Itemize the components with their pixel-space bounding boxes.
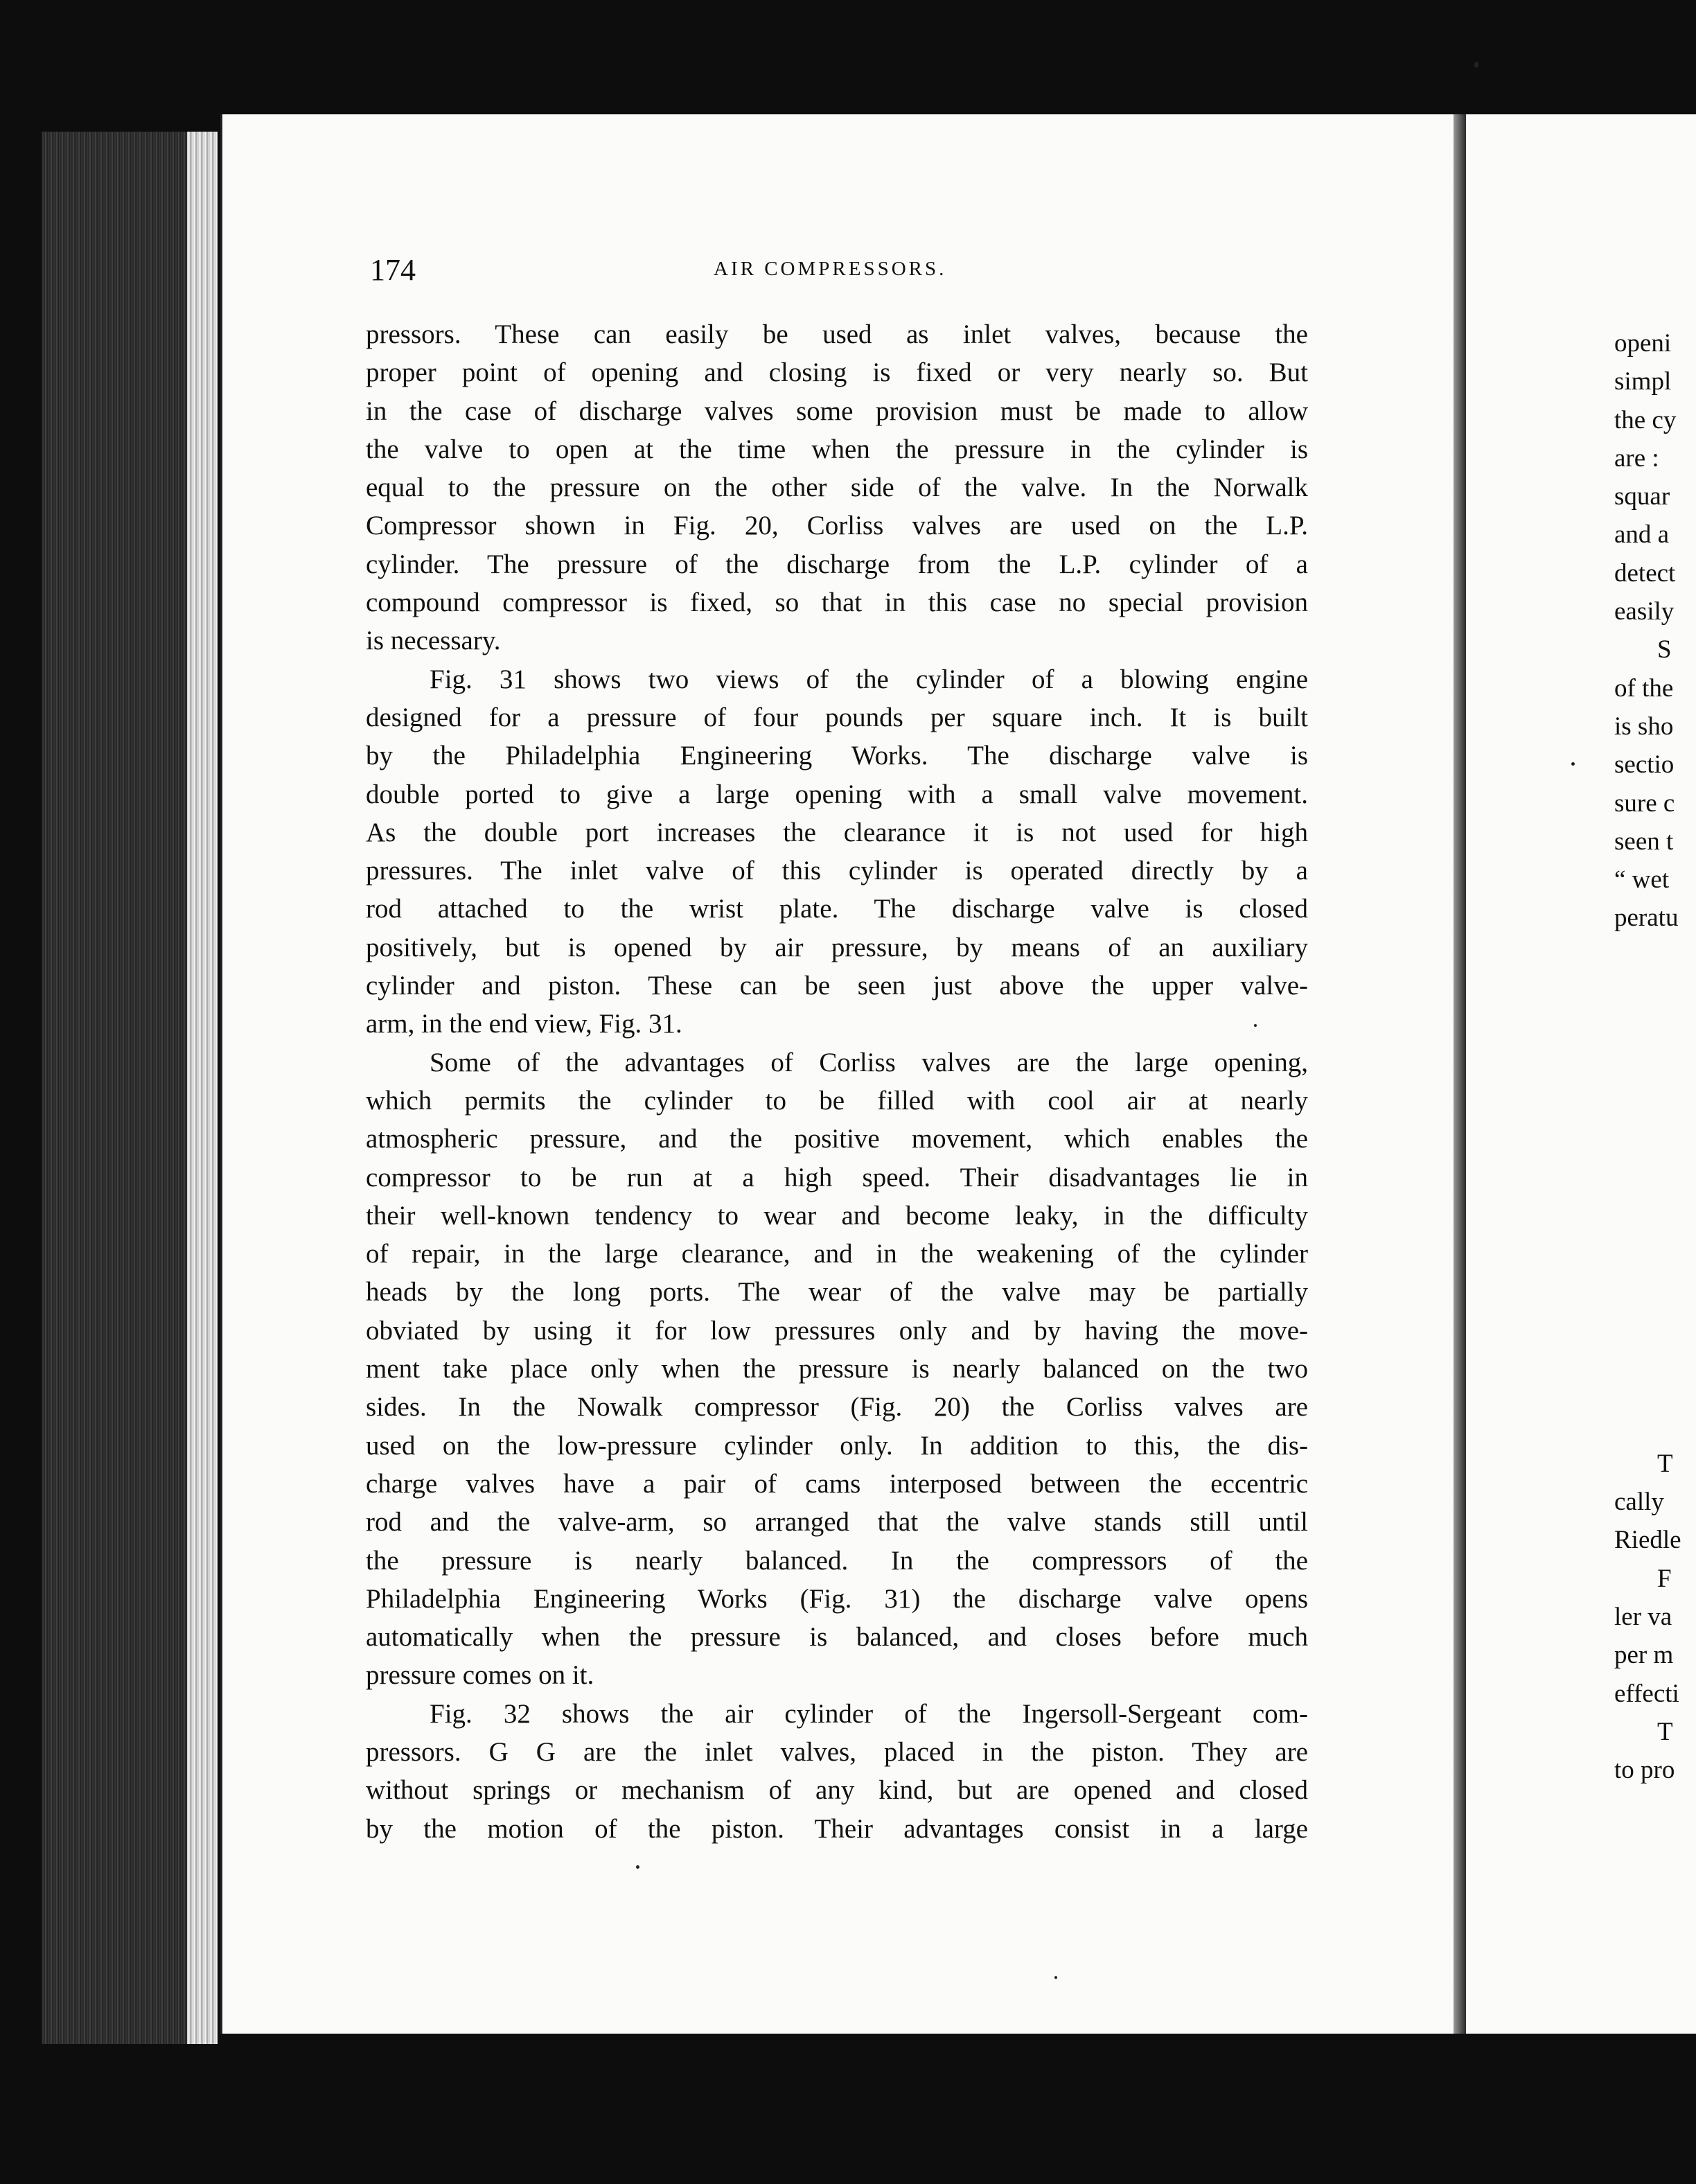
text-line: their well-known tendency to wear and become leaky, in the difficulty: [366, 1200, 1308, 1231]
text-fragment: T: [1657, 1449, 1673, 1478]
text-line: is necessary.: [366, 626, 501, 656]
text-line: proper point of opening and closing is fixed or very nearly so. But: [366, 358, 1308, 388]
text-fragment: T: [1657, 1717, 1673, 1746]
text-fragment: effecti: [1614, 1679, 1679, 1708]
text-line: pressors. G G are the inlet valves, placed in the piston. They are: [366, 1736, 1308, 1767]
text-line: heads by the long ports. The wear of the valve may be partially: [366, 1277, 1308, 1307]
text-fragment: sectio: [1614, 750, 1675, 780]
text-fragment: peratu: [1614, 904, 1679, 933]
text-line: pressors. These can easily be used as inlet valves, because the: [366, 319, 1308, 349]
text-line: arm, in the end view, Fig. 31.: [366, 1009, 682, 1039]
text-fragment: openi: [1614, 329, 1672, 358]
text-line: of repair, in the large clearance, and in the weakening of the cylinder: [366, 1239, 1308, 1269]
text-line: compound compressor is fixed, so that in this case no special provision: [366, 588, 1308, 618]
text-line: compressor to be run at a high speed. Their disadvantages lie in: [366, 1162, 1308, 1192]
text-line: the pressure is nearly balanced. In the compressors of the: [366, 1545, 1308, 1576]
text-line: the valve to open at the time when the pressure in the cylinder is: [366, 434, 1308, 464]
text-fragment: S: [1657, 635, 1672, 664]
text-line: obviated by using it for low pressures only and by having the move-: [366, 1315, 1308, 1346]
text-line: cylinder. The pressure of the discharge from the L.P. cylinder of a: [366, 549, 1308, 579]
text-fragment: “ wet: [1614, 865, 1670, 895]
body-text: [366, 315, 1308, 1848]
text-fragment: to pro: [1614, 1756, 1675, 1785]
text-fragment: is sho: [1614, 712, 1674, 741]
scan-speck: [636, 1865, 639, 1869]
text-fragment: detect: [1614, 558, 1676, 588]
text-line: Fig. 31 shows two views of the cylinder of a blowing engine: [430, 664, 1308, 694]
text-fragment: sure c: [1614, 789, 1675, 818]
text-fragment: and a: [1614, 520, 1670, 549]
text-line: positively, but is opened by air pressure, by means of an auxiliary: [366, 932, 1308, 962]
text-line: Philadelphia Engineering Works (Fig. 31) the discharge valve opens: [366, 1583, 1308, 1614]
text-line: Some of the advantages of Corliss valves are the large opening,: [430, 1047, 1308, 1077]
text-line: in the case of discharge valves some provision must be made to allow: [366, 396, 1308, 426]
scan-speck: [1571, 762, 1575, 766]
text-line: designed for a pressure of four pounds per square inch. It is built: [366, 702, 1308, 732]
text-fragment: of the: [1614, 673, 1674, 703]
text-line: rod and the valve-arm, so arranged that the valve stands still until: [366, 1507, 1308, 1538]
right-page-text: [1614, 324, 1696, 1789]
text-line: by the motion of the piston. Their advantages consist in a large: [366, 1813, 1308, 1844]
text-line: pressures. The inlet valve of this cylinder is operated directly by a: [366, 856, 1308, 886]
scan-speck: [1254, 1024, 1257, 1027]
text-line: pressure comes on it.: [366, 1660, 594, 1691]
text-fragment: easily: [1614, 597, 1675, 626]
text-line: rod attached to the wrist plate. The discharge valve is closed: [366, 894, 1308, 924]
text-fragment: the cy: [1614, 405, 1677, 434]
running-head: AIR COMPRESSORS.: [714, 258, 947, 280]
text-line: Fig. 32 shows the air cylinder of the Ingersoll-Sergeant com-: [430, 1698, 1308, 1729]
text-fragment: F: [1657, 1564, 1672, 1593]
text-line: ment take place only when the pressure is nearly balanced on the two: [366, 1354, 1308, 1384]
text-line: which permits the cylinder to be filled with cool air at nearly: [366, 1085, 1308, 1116]
text-line: by the Philadelphia Engineering Works. The discharge valve is: [366, 741, 1308, 771]
text-fragment: are :: [1614, 443, 1659, 473]
text-line: used on the low-pressure cylinder only. In addition to this, the dis-: [366, 1430, 1308, 1461]
scan-speck: [1474, 62, 1478, 68]
text-line: double ported to give a large opening with a small valve movement.: [366, 779, 1308, 809]
scan-speck: [1054, 1976, 1057, 1979]
page-edges: [187, 132, 218, 2044]
text-line: cylinder and piston. These can be seen just above the upper valve-: [366, 971, 1308, 1001]
text-line: without springs or mechanism of any kind, but are opened and closed: [366, 1775, 1308, 1806]
text-fragment: Riedle: [1614, 1526, 1681, 1555]
page-number: 174: [370, 253, 416, 287]
text-fragment: squar: [1614, 482, 1670, 511]
text-line: As the double port increases the clearance it is not used for high: [366, 817, 1308, 847]
text-fragment: seen t: [1614, 827, 1674, 856]
text-line: atmospheric pressure, and the positive movement, which enables the: [366, 1124, 1308, 1154]
text-line: Compressor shown in Fig. 20, Corliss valves are used on the L.P.: [366, 511, 1308, 541]
text-line: equal to the pressure on the other side of the valve. In the Norwalk: [366, 473, 1308, 503]
text-fragment: per m: [1614, 1641, 1674, 1670]
text-line: charge valves have a pair of cams interposed between the eccentric: [366, 1468, 1308, 1499]
text-fragment: simpl: [1614, 367, 1672, 396]
text-fragment: cally: [1614, 1488, 1664, 1517]
text-fragment: ler va: [1614, 1602, 1672, 1631]
text-line: sides. In the Nowalk compressor (Fig. 20) the Corliss valves are: [366, 1392, 1308, 1423]
text-line: automatically when the pressure is balanced, and closes before much: [366, 1622, 1308, 1653]
book-gutter: [1454, 114, 1466, 2034]
